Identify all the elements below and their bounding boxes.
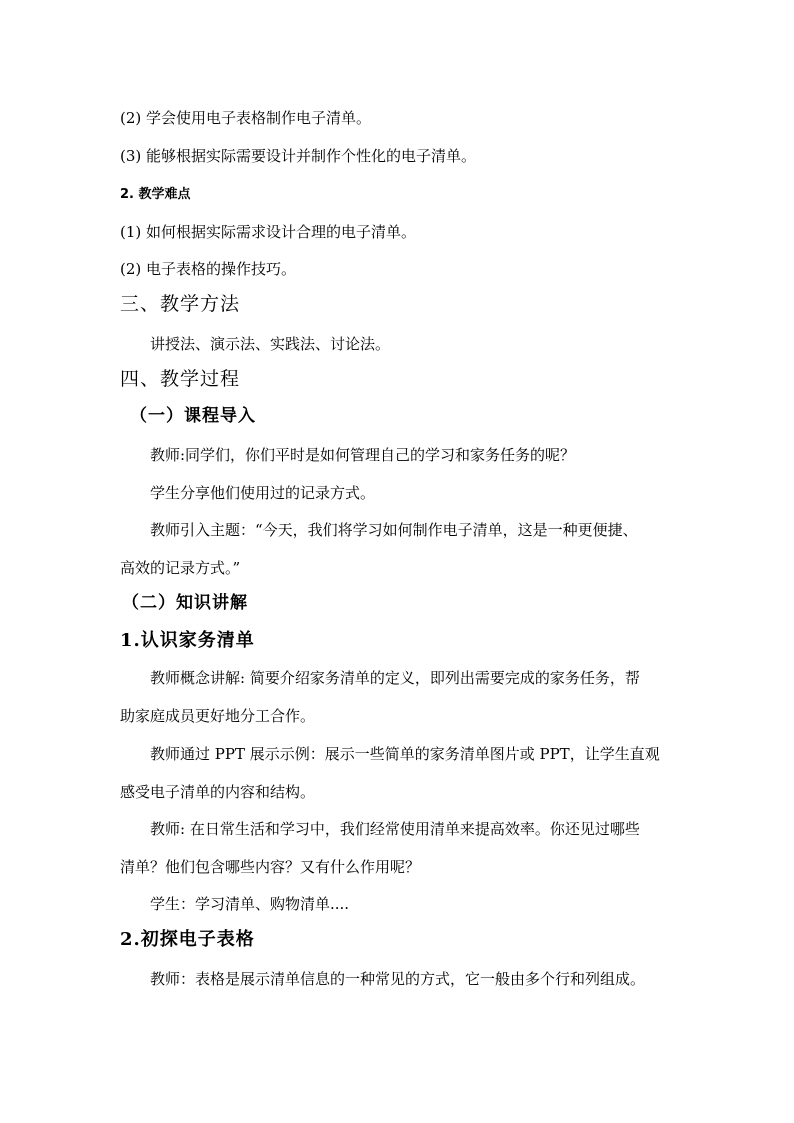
- ppt-example-line-1: 教师通过 PPT 展示示例：展示一些简单的家务清单图片或 PPT，让学生直观: [150, 745, 660, 763]
- spreadsheet-explanation: 教师：表格是展示清单信息的一种常见的方式，它一般由多个行和列组成。: [150, 970, 646, 988]
- concept-explanation-line-1: 教师概念讲解: 简要介绍家务清单的定义，即列出需要完成的家务任务，帮: [150, 669, 640, 687]
- ppt-example-line-2: 感受电子清单的内容和结构。: [120, 783, 316, 801]
- objective-item-3: (3) 能够根据实际需要设计并制作个性化的电子清单。: [120, 147, 477, 165]
- section-heading-teaching-methods: 三、教学方法: [120, 293, 241, 315]
- teacher-list-question-line-2: 清单？他们包含哪些内容？又有什么作用呢？: [120, 858, 421, 876]
- teacher-list-question-line-1: 教师: 在日常生活和学习中，我们经常使用清单来提高效率。你还见过哪些: [150, 820, 640, 838]
- concept-explanation-line-2: 助家庭成员更好地分工合作。: [120, 707, 316, 725]
- topic-heading-household-list: 1.认识家务清单: [120, 630, 255, 651]
- difficulty-item-2: (2) 电子表格的操作技巧。: [120, 260, 297, 278]
- teaching-methods-text: 讲授法、演示法、实践法、讨论法。: [150, 335, 391, 353]
- intro-teacher-topic-line-1: 教师引入主题：“今天，我们将学习如何制作电子清单，这是一种更便捷、: [150, 521, 638, 539]
- intro-teacher-question: 教师:同学们，你们平时是如何管理自己的学习和家务任务的呢？: [150, 446, 576, 464]
- topic-heading-spreadsheet: 2.初探电子表格: [120, 929, 255, 950]
- section-heading-teaching-process: 四、教学过程: [120, 368, 241, 390]
- intro-teacher-topic-line-2: 高效的记录方式。”: [120, 559, 241, 577]
- subheading-teaching-difficulties: 2. 教学难点: [120, 187, 191, 202]
- intro-student-share: 学生分享他们使用过的记录方式。: [150, 484, 376, 502]
- student-answer: 学生：学习清单、购物清单....: [150, 895, 350, 913]
- difficulty-item-1: (1) 如何根据实际需求设计合理的电子清单。: [120, 223, 417, 241]
- subsection-heading-course-intro: （一）课程导入: [130, 406, 256, 426]
- objective-item-2: (2) 学会使用电子表格制作电子清单。: [120, 109, 372, 127]
- subsection-heading-knowledge: （二）知识讲解: [122, 593, 248, 613]
